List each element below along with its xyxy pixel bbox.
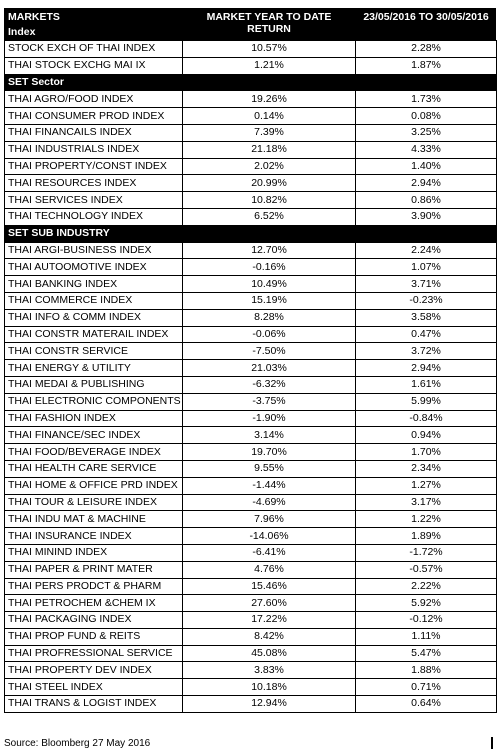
ytd-return-cell: -6.41% [183, 544, 356, 561]
header-markets: MARKETS [8, 11, 60, 23]
week-return-cell: 2.22% [356, 578, 497, 595]
table-row [5, 326, 497, 343]
ytd-return-cell: 21.03% [183, 360, 356, 377]
ytd-return-cell: 21.18% [183, 141, 356, 158]
week-return-cell: 3.90% [356, 208, 497, 225]
table-row [5, 595, 497, 612]
index-name-cell: THAI CONSTR MATERAIL INDEX [5, 326, 183, 343]
week-return-cell: 1.89% [356, 528, 497, 545]
week-return-cell: 1.40% [356, 158, 497, 175]
table-row [5, 578, 497, 595]
table-row [5, 662, 497, 679]
ytd-return-cell: 20.99% [183, 175, 356, 192]
index-name-cell: THAI FOOD/BEVERAGE INDEX [5, 444, 183, 461]
index-name-cell: THAI BANKING INDEX [5, 276, 183, 293]
week-return-cell: 2.94% [356, 175, 497, 192]
index-name-cell: THAI INFO & COMM INDEX [5, 309, 183, 326]
index-name-cell: THAI TOUR & LEISURE INDEX [5, 494, 183, 511]
index-name-cell: THAI FINANCAILS INDEX [5, 124, 183, 141]
week-return-cell: -0.57% [356, 561, 497, 578]
index-name-cell: THAI INSURANCE INDEX [5, 528, 183, 545]
index-name-cell: THAI ELECTRONIC COMPONENTS [5, 393, 183, 410]
week-return-cell: -0.12% [356, 612, 497, 629]
table-row [5, 444, 497, 461]
ytd-return-cell: 17.22% [183, 612, 356, 629]
ytd-return-cell: -14.06% [183, 528, 356, 545]
week-return-cell: 2.34% [356, 460, 497, 477]
table-row [5, 276, 497, 293]
ytd-return-cell: 7.96% [183, 511, 356, 528]
index-name-cell: THAI FASHION INDEX [5, 410, 183, 427]
week-return-cell: 1.07% [356, 259, 497, 276]
index-name-cell: THAI SERVICES INDEX [5, 192, 183, 209]
ytd-return-cell: 6.52% [183, 208, 356, 225]
week-return-cell: 5.92% [356, 595, 497, 612]
week-return-cell: -1.72% [356, 544, 497, 561]
week-return-cell: -0.23% [356, 292, 497, 309]
text-cursor [491, 737, 493, 749]
table-row [5, 511, 497, 528]
section-header-row [5, 74, 497, 91]
ytd-return-cell: 10.57% [183, 41, 356, 58]
ytd-return-cell: 3.14% [183, 427, 356, 444]
table-row [5, 460, 497, 477]
index-name-cell: THAI PROPERTY/CONST INDEX [5, 158, 183, 175]
ytd-return-cell: 10.18% [183, 679, 356, 696]
index-name-cell: THAI PERS PRODCT & PHARM [5, 578, 183, 595]
index-name-cell: THAI RESOURCES INDEX [5, 175, 183, 192]
index-name-cell: THAI TRANS & LOGIST INDEX [5, 696, 183, 713]
returns-table [4, 40, 497, 713]
table-row [5, 544, 497, 561]
week-return-cell: 1.73% [356, 91, 497, 108]
table-row [5, 645, 497, 662]
ytd-return-cell: -6.32% [183, 376, 356, 393]
week-return-cell: 1.11% [356, 628, 497, 645]
ytd-return-cell: 12.94% [183, 696, 356, 713]
table-row [5, 427, 497, 444]
ytd-return-cell: 7.39% [183, 124, 356, 141]
table-row [5, 393, 497, 410]
week-return-cell: 3.58% [356, 309, 497, 326]
table-row [5, 376, 497, 393]
index-name-cell: THAI CONSUMER PROD INDEX [5, 108, 183, 125]
ytd-return-cell: 10.82% [183, 192, 356, 209]
ytd-return-cell: 4.76% [183, 561, 356, 578]
week-return-cell: 0.94% [356, 427, 497, 444]
ytd-return-cell: -0.06% [183, 326, 356, 343]
index-name-cell: THAI CONSTR SERVICE [5, 343, 183, 360]
table-row [5, 208, 497, 225]
section-title: SET SUB INDUSTRY [5, 225, 497, 242]
header-ytd-return: MARKET YEAR TO DATE RETURN [206, 11, 332, 35]
index-name-cell: THAI PROPERTY DEV INDEX [5, 662, 183, 679]
week-return-cell: 1.87% [356, 57, 497, 74]
ytd-return-cell: -0.16% [183, 259, 356, 276]
index-name-cell: STOCK EXCH OF THAI INDEX [5, 41, 183, 58]
week-return-cell: 1.27% [356, 477, 497, 494]
header-index: Index [8, 26, 36, 38]
ytd-return-cell: 12.70% [183, 242, 356, 259]
ytd-return-cell: -1.44% [183, 477, 356, 494]
week-return-cell: 3.25% [356, 124, 497, 141]
ytd-return-cell: 15.46% [183, 578, 356, 595]
index-name-cell: THAI INDU MAT & MACHINE [5, 511, 183, 528]
week-return-cell: -0.84% [356, 410, 497, 427]
index-name-cell: THAI PAPER & PRINT MATER [5, 561, 183, 578]
index-name-cell: THAI ENERGY & UTILITY [5, 360, 183, 377]
week-return-cell: 4.33% [356, 141, 497, 158]
week-return-cell: 2.28% [356, 41, 497, 58]
ytd-return-cell: 1.21% [183, 57, 356, 74]
week-return-cell: 3.17% [356, 494, 497, 511]
week-return-cell: 2.94% [356, 360, 497, 377]
market-returns-sheet [4, 8, 496, 713]
table-row [5, 343, 497, 360]
week-return-cell: 0.08% [356, 108, 497, 125]
week-return-cell: 3.71% [356, 276, 497, 293]
source-note: Source: Bloomberg 27 May 2016 [4, 738, 151, 749]
index-name-cell: THAI MININD INDEX [5, 544, 183, 561]
ytd-return-cell: 45.08% [183, 645, 356, 662]
week-return-cell: 2.24% [356, 242, 497, 259]
ytd-return-cell: 8.42% [183, 628, 356, 645]
table-row [5, 477, 497, 494]
index-name-cell: THAI TECHNOLOGY INDEX [5, 208, 183, 225]
table-row [5, 259, 497, 276]
table-row [5, 628, 497, 645]
table-row [5, 124, 497, 141]
index-name-cell: THAI STEEL INDEX [5, 679, 183, 696]
table-row [5, 696, 497, 713]
week-return-cell: 0.86% [356, 192, 497, 209]
ytd-return-cell: 3.83% [183, 662, 356, 679]
table-row [5, 242, 497, 259]
index-name-cell: THAI PACKAGING INDEX [5, 612, 183, 629]
ytd-return-cell: -3.75% [183, 393, 356, 410]
section-title: SET Sector [5, 74, 497, 91]
table-row [5, 175, 497, 192]
index-name-cell: THAI AUTOOMOTIVE INDEX [5, 259, 183, 276]
table-row [5, 309, 497, 326]
index-name-cell: THAI HEALTH CARE SERVICE [5, 460, 183, 477]
ytd-return-cell: 19.26% [183, 91, 356, 108]
ytd-return-cell: 15.19% [183, 292, 356, 309]
week-return-cell: 0.47% [356, 326, 497, 343]
ytd-return-cell: 0.14% [183, 108, 356, 125]
week-return-cell: 5.99% [356, 393, 497, 410]
table-row [5, 91, 497, 108]
table-row [5, 141, 497, 158]
index-name-cell: THAI AGRO/FOOD INDEX [5, 91, 183, 108]
ytd-return-cell: 27.60% [183, 595, 356, 612]
index-name-cell: THAI PROP FUND & REITS [5, 628, 183, 645]
ytd-return-cell: -1.90% [183, 410, 356, 427]
index-name-cell: THAI PETROCHEM &CHEM IX [5, 595, 183, 612]
table-row [5, 612, 497, 629]
table-row [5, 41, 497, 58]
index-name-cell: THAI MEDAI & PUBLISHING [5, 376, 183, 393]
table-row [5, 360, 497, 377]
index-name-cell: THAI STOCK EXCHG MAI IX [5, 57, 183, 74]
table-row [5, 528, 497, 545]
table-header [4, 8, 496, 40]
index-name-cell: THAI INDUSTRIALS INDEX [5, 141, 183, 158]
ytd-return-cell: -4.69% [183, 494, 356, 511]
index-name-cell: THAI COMMERCE INDEX [5, 292, 183, 309]
section-header-row [5, 225, 497, 242]
index-name-cell: THAI FINANCE/SEC INDEX [5, 427, 183, 444]
ytd-return-cell: 8.28% [183, 309, 356, 326]
table-row [5, 158, 497, 175]
week-return-cell: 0.71% [356, 679, 497, 696]
table-row [5, 57, 497, 74]
week-return-cell: 5.47% [356, 645, 497, 662]
ytd-return-cell: 10.49% [183, 276, 356, 293]
table-row [5, 192, 497, 209]
week-return-cell: 1.22% [356, 511, 497, 528]
table-row [5, 561, 497, 578]
table-row [5, 108, 497, 125]
table-row [5, 494, 497, 511]
week-return-cell: 0.64% [356, 696, 497, 713]
header-week-range: 23/05/2016 TO 30/05/2016 [363, 11, 489, 23]
week-return-cell: 3.72% [356, 343, 497, 360]
ytd-return-cell: 9.55% [183, 460, 356, 477]
week-return-cell: 1.88% [356, 662, 497, 679]
ytd-return-cell: 19.70% [183, 444, 356, 461]
table-row [5, 292, 497, 309]
week-return-cell: 1.70% [356, 444, 497, 461]
index-name-cell: THAI PROFRESSIONAL SERVICE [5, 645, 183, 662]
ytd-return-cell: -7.50% [183, 343, 356, 360]
index-name-cell: THAI ARGI-BUSINESS INDEX [5, 242, 183, 259]
table-row [5, 679, 497, 696]
index-name-cell: THAI HOME & OFFICE PRD INDEX [5, 477, 183, 494]
ytd-return-cell: 2.02% [183, 158, 356, 175]
table-row [5, 410, 497, 427]
week-return-cell: 1.61% [356, 376, 497, 393]
